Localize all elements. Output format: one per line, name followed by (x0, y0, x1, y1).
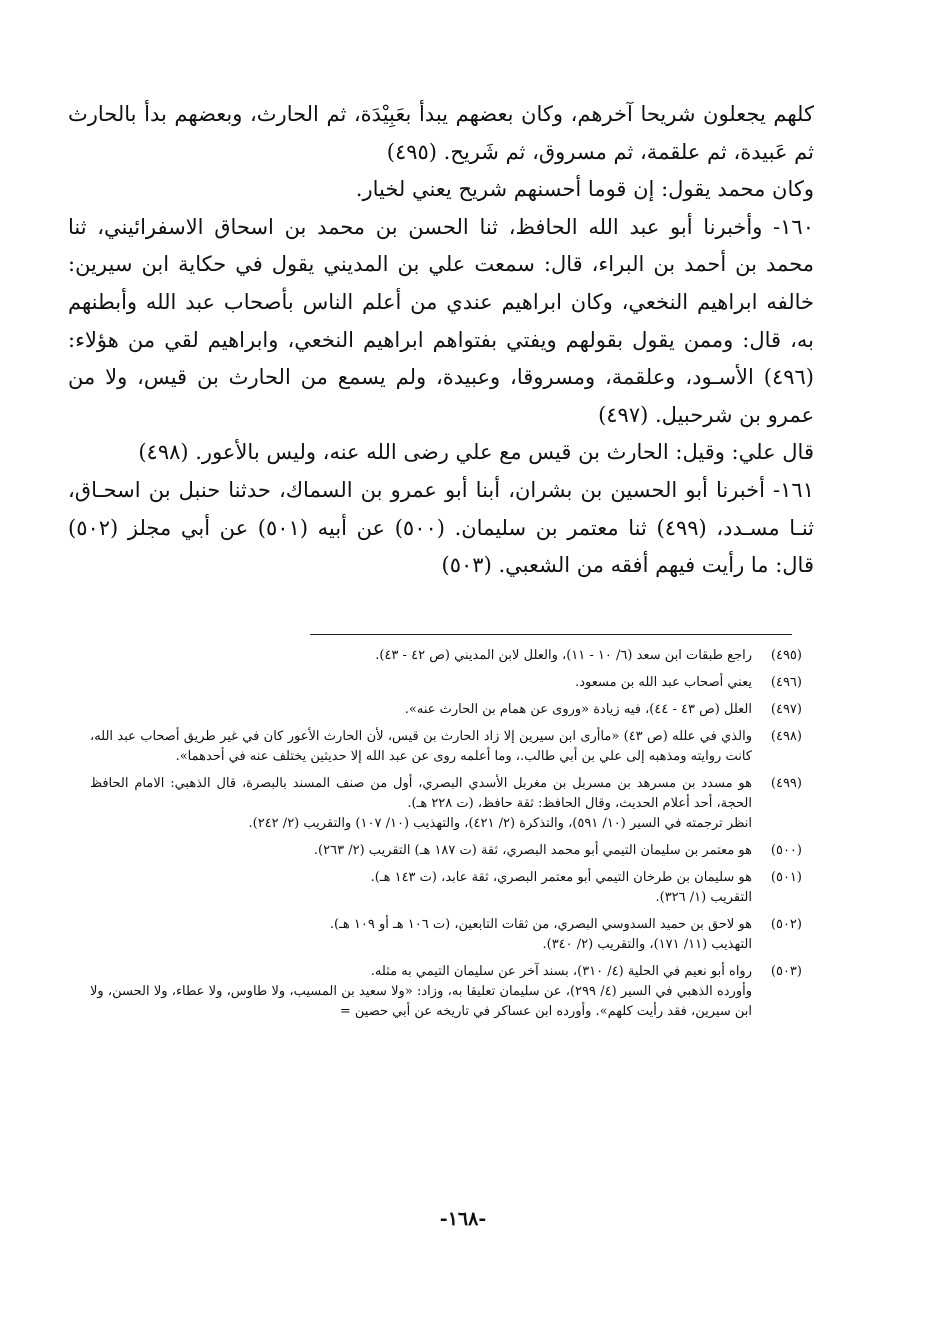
footnote-text (90, 700, 752, 720)
footnote-text (90, 868, 752, 908)
footnote-line: انظر ترجمته في السير (١٠/ ٥٩١)، والتذكرة (٢/ ٤٢١)، والتهذيب (١٠/ ١٠٧) والتقريب (٢/ ٢٤٢). (248, 816, 752, 831)
footnote-line: راجع طبقات ابن سعد (٦/ ١٠ - ١١)، والعلل لابن المديني (ص ٤٢ - ٤٣). (375, 648, 752, 663)
footnote-line: التهذيب (١١/ ١٧١)، والتقريب (٢/ ٣٤٠). (542, 937, 752, 952)
footnotes (90, 646, 802, 1029)
paragraph: كلهم يجعلون شريحا آخرهم، وكان بعضهم يبدأ بعَبِيْدَة، ثم الحارث، وبعضهم بدأ بالحارث ثم عَبيدة، ثم علقمة، ثم مسروق، ثم شَريح. (٤٩٥) (68, 102, 814, 164)
footnote-text (90, 774, 752, 834)
page-number: -١٦٨- (439, 1208, 487, 1230)
footnote (90, 774, 802, 834)
footnote (90, 962, 802, 1022)
paragraph: ١٦٠- وأخبرنا أبو عبد الله الحافظ، ثنا الحسن بن محمد بن اسحاق الاسفرائيني، ثنا محمد بن أحمد بن البراء، قال: سمعت علي بن المديني يقول في حكاية ابن سيرين: خالفه ابراهيم النخعي، وكان ابراهيم عندي من أعلم الناس بأصحاب عبد الله وأبطنهم به، قال: وممن يقول بقولهم ويفتي بفتواهم ابراهيم النخعي، وابراهيم لقي من هؤلاء: (٤٩٦) الأسـود، وعلقمة، ومسروقا، وعبيدة، ولم يسمع من الحارث بن قيس، ولا من عمرو بن شرحبيل. (٤٩٧) (68, 214, 814, 427)
footnote (90, 673, 802, 693)
footnote-text (90, 915, 752, 955)
footnote-line: والذي في علله (ص ٤٣) «ماأرى ابن سيرين إلا زاد الحارث بن قيس، لأن الحارث الأعور كان في غير طريق أصحاب عبد الله، كانت روايته ومذهبه إلى علي بن أبي طالب.، وما أعلمه روى عن عبد الله إلا حديثين يختلف عنه في أحدهما». (90, 729, 752, 764)
paragraph: وكان محمد يقول: إن قوما أحسنهم شريح يعني لخيار. (355, 177, 814, 202)
footnote-number: (٥٠٠) (770, 843, 802, 858)
footnote-number: (٤٩٩) (770, 776, 802, 791)
footnote-line: هو لاحق بن حميد السدوسي البصري، من ثقات التابعين، (ت ١٠٦ هـ أو ١٠٩ هـ). (329, 917, 752, 932)
footnote-text (90, 841, 752, 861)
footnote-number: (٤٩٧) (770, 702, 802, 717)
footnote (90, 915, 802, 955)
footnote-text (90, 727, 752, 767)
footnote (90, 700, 802, 720)
paragraph: ١٦١- أخبرنا أبو الحسين بن بشران، أبنا أبو عمرو بن السماك، حدثنا حنبل بن اسحـاق، ثنـا مسـدد، (٤٩٩) ثنا معتمر بن سليمان. (٥٠٠) عن أبيه (٥٠١) عن أبي مجلز (٥٠٢) قال: ما رأيت فيهم أفقه من الشعبي. (٥٠٣) (68, 477, 815, 578)
paragraph: قال علي: وقيل: الحارث بن قيس مع علي رضى الله عنه، وليس بالأعور. (٤٩٨) (138, 440, 814, 465)
footnote-line: التقريب (١/ ٣٢٦). (655, 890, 752, 905)
footnote-line: هو معتمر بن سليمان التيمي أبو محمد البصري، ثقة (ت ١٨٧ هـ) التقريب (٢/ ٢٦٣). (313, 843, 752, 858)
footnote-line: العلل (ص ٤٣ - ٤٤)، فيه زيادة «وروى عن همام بن الحارث عنه». (404, 702, 752, 717)
main-text (68, 96, 814, 585)
footnote-number: (٥٠٢) (770, 917, 802, 932)
footnote-number: (٤٩٨) (770, 729, 802, 744)
footnote-line: هو سليمان بن طرخان التيمي أبو معتمر البصري، ثقة عابد، (ت ١٤٣ هـ). (370, 870, 752, 885)
footnote-number: (٥٠٣) (770, 964, 802, 979)
footnote (90, 646, 802, 666)
footnote-number: (٤٩٥) (770, 648, 802, 663)
footnote (90, 841, 802, 861)
footnote (90, 868, 802, 908)
footnote-text (90, 673, 752, 693)
footnote-number: (٤٩٦) (770, 675, 802, 690)
footnote (90, 727, 802, 767)
footnote-text (90, 962, 752, 1022)
footnote-text (90, 646, 752, 666)
footnote-number: (٥٠١) (770, 870, 802, 885)
footnote-line: وأورده الذهبي في السير (٤/ ٢٩٩)، عن سليمان تعليقا به، وزاد: «ولا سعيد بن المسيب، ولا طاوس، ولا عطاء، ولا الحسن، ولا ابن سيرين، فقد رأيت كلهم». وأورده ابن عساكر في تاريخه عن أبي حصين = (90, 984, 753, 1019)
footnote-divider (310, 634, 792, 635)
footnote-line: هو مسدد بن مسرهد بن مسربل بن مغربل الأسدي البصري، أول من صنف المسند بالبصرة، قال الذهبي: الامام الحافظ الحجة، أحد أعلام الحديث، وقال الحافظ: ثقة حافظ، (ت ٢٢٨ هـ). (90, 776, 752, 811)
footnote-line: يعني أصحاب عبد الله بن مسعود. (575, 675, 752, 690)
footnote-line: رواه أبو نعيم في الحلية (٤/ ٣١٠)، بسند آخر عن سليمان التيمي به مثله. (370, 964, 752, 979)
